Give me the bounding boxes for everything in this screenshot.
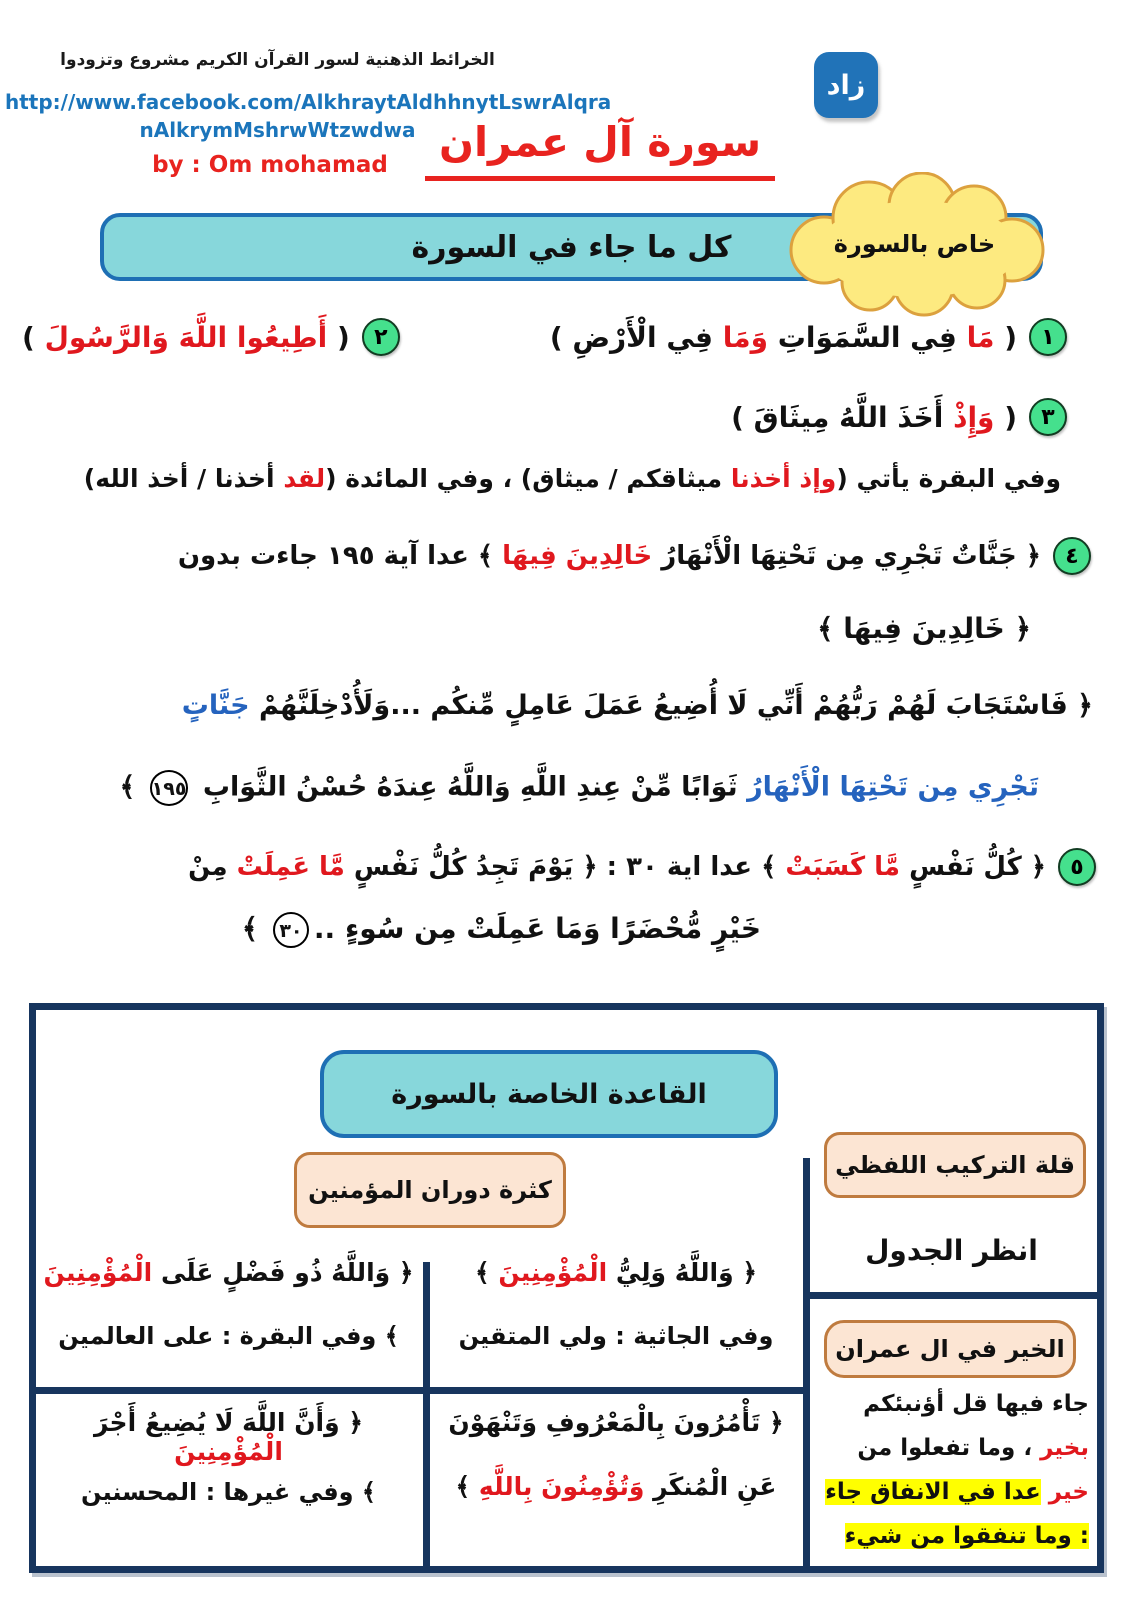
verse-4-continuation: ﴿ خَالِدِينَ فِيهَا ﴾ (817, 612, 1031, 645)
khayr-line-3: خير عدا في الانفاق جاء (825, 1479, 1089, 1505)
facebook-url-line1[interactable]: http://www.facebook.com/AlkhraytAldhhnytLswrAlqra (5, 90, 612, 114)
cell-left-r1-verse: ﴿ وَاللَّهُ ذُو فَضْلٍ عَلَى الْمُؤْمِنِينَ (43, 1258, 414, 1287)
frequency-label-text: كثرة دوران المؤمنين (308, 1176, 552, 1204)
verse-item-1 (550, 318, 1067, 356)
cloud-callout (772, 172, 1057, 317)
item-5-number-badge: ٥ (1058, 848, 1096, 886)
right-column-row-divider (810, 1292, 1097, 1299)
facebook-url-line2[interactable]: nAlkrymMshrwWtzwdwa (139, 118, 416, 142)
verse-item-3 (731, 398, 1067, 436)
verse-5-text: ﴿ كُلُّ نَفْسٍ مَّا كَسَبَتْ ﴾ عدا اية ٣٠ : ﴿ يَوْمَ تَجِدُ كُلُّ نَفْسٍ مَّا عَمِلَتْ مِنْ (188, 852, 1046, 882)
item-1-number-badge: ١ (1029, 318, 1067, 356)
cell-column-divider (423, 1262, 430, 1566)
verse-3-note: وفي البقرة يأتي (وإذ أخذنا ميثاقكم / ميثاق) ، وفي المائدة (لقد أخذنا / أخذ الله) (83, 464, 1061, 493)
project-title: الخرائط الذهنية لسور القرآن الكريم مشروع وتزودوا (60, 50, 495, 70)
verse-2-text: ( أَطِيعُوا اللَّهَ وَالرَّسُولَ ) (22, 320, 350, 354)
zad-logo (814, 52, 878, 118)
verse-195-line2: تَجْرِي مِن تَحْتِهَا الْأَنْهَارُ ثَوَابًا مِّنْ عِندِ اللَّهِ وَاللَّهُ عِندَهُ حُسْنُ الثَّوَابِ ١٩٥ ﴾ (119, 770, 1039, 806)
verse-195-line1: ﴿ فَاسْتَجَابَ لَهُمْ رَبُّهُمْ أَنِّي لَا أُضِيعُ عَمَلَ عَامِلٍ مِّنكُم ...وَلَأُدْخِلَنَّهُمْ جَنَّاتٍ (181, 690, 1093, 721)
rule-table-box (29, 1003, 1104, 1573)
verse-4-text: ﴿ جَنَّاتٌ تَجْرِي مِن تَحْتِهَا الْأَنْهَارُ خَالِدِينَ فِيهَا ﴾ عدا آية ١٩٥ جاءت بدون (177, 541, 1041, 571)
khayr-line-2: بخير ، وما تفعلوا من (857, 1435, 1089, 1461)
author-byline: by : Om mohamad (152, 152, 388, 178)
cell-mid-r1-note: وفي الجاثية : ولي المتقين (458, 1322, 774, 1350)
verse-row-1 (22, 318, 1067, 356)
section-banner-label: كل ما جاء في السورة (411, 229, 732, 265)
cell-mid-r1-verse: ﴿ وَاللَّهُ وَلِيُّ الْمُؤْمِنِينَ ﴾ (475, 1258, 757, 1287)
see-table-note: انظر الجدول (865, 1234, 1038, 1267)
verse-item-2 (22, 318, 400, 356)
structure-label-text: قلة التركيب اللفظي (835, 1151, 1075, 1179)
cell-left-r2-note: ﴾ وفي غيرها : المحسنين (80, 1478, 376, 1506)
khayr-label (824, 1320, 1076, 1378)
cell-left-r1-note: ﴾ وفي البقرة : على العالمين (58, 1322, 399, 1350)
verse-1-text: ( مَا فِي السَّمَوَاتِ وَمَا فِي الْأَرْضِ ) (549, 320, 1017, 354)
khayr-label-text: الخير في ال عمران (835, 1335, 1065, 1363)
item-3-number-badge: ٣ (1029, 398, 1067, 436)
khayr-line-4: : وما تنفقوا من شيء (844, 1523, 1089, 1549)
verse-3-text: ( وَإِذْ أَخَذَ اللَّهُ مِيثَاقَ ) (731, 400, 1017, 434)
cell-mid-r2-verse2: عَنِ الْمُنكَرِ وَتُؤْمِنُونَ بِاللَّهِ ﴾ (455, 1472, 777, 1501)
cell-row-divider (36, 1387, 810, 1394)
zad-logo-label: زاد (826, 69, 866, 101)
item-2-number-badge: ٢ (362, 318, 400, 356)
verse-5-continuation: خَيْرٍ مُّحْضَرًا وَمَا عَمِلَتْ مِن سُوءٍ ..٣٠ ﴾ (242, 912, 761, 948)
cloud-callout-label: خاص بالسورة (833, 230, 996, 258)
khayr-text-block (814, 1382, 1089, 1558)
cell-left-r2-verse: ﴿ وَأَنَّ اللَّهَ لَا يُضِيعُ أَجْرَ الْمُؤْمِنِينَ (94, 1408, 363, 1466)
right-column-divider (803, 1158, 810, 1566)
khayr-line-1: جاء فيها قل أؤنبئكم (863, 1391, 1089, 1417)
verse-item-4 (178, 537, 1091, 575)
structure-label (824, 1132, 1086, 1198)
rule-banner-label: القاعدة الخاصة بالسورة (391, 1078, 707, 1110)
page-title-wrap (420, 118, 780, 166)
rule-banner (320, 1050, 778, 1138)
frequency-label (294, 1152, 566, 1228)
item-4-number-badge: ٤ (1053, 537, 1091, 575)
page-title: سورة آل عمران (425, 118, 775, 181)
verse-item-5 (188, 848, 1096, 886)
cell-mid-r2-verse1: ﴿ تَأْمُرُونَ بِالْمَعْرُوفِ وَتَنْهَوْنَ (448, 1408, 784, 1437)
